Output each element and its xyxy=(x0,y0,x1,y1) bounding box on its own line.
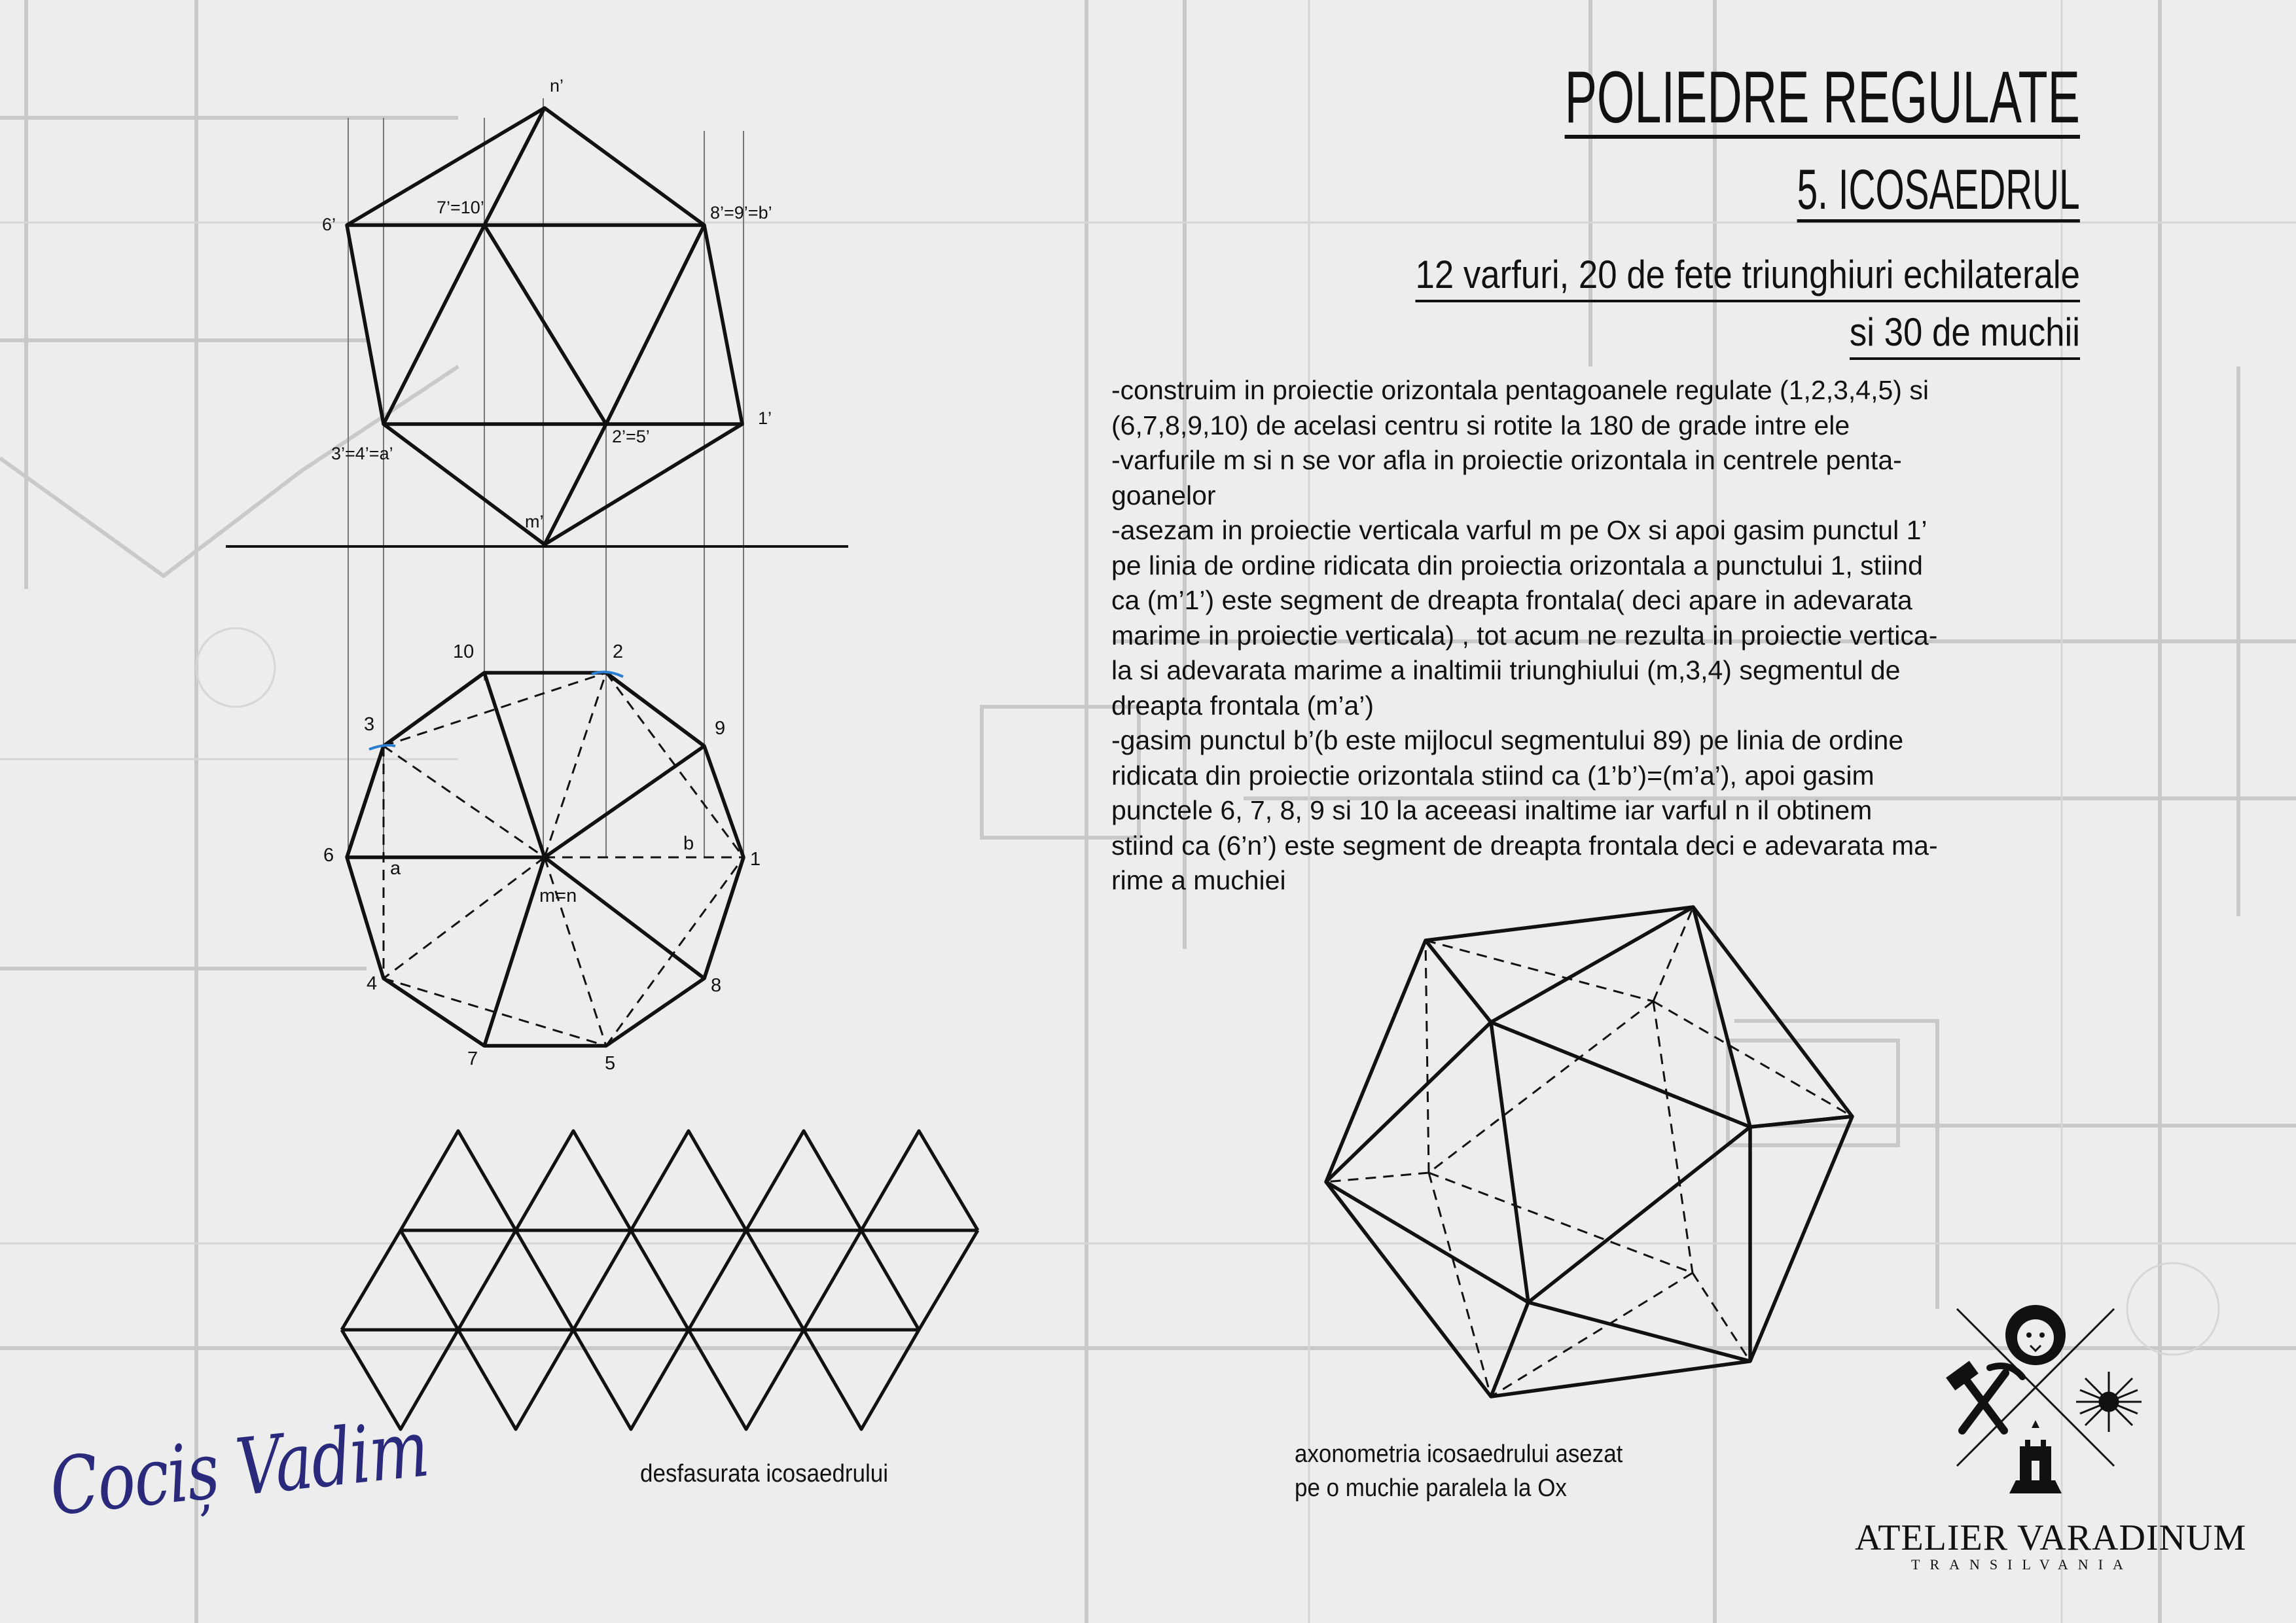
net-caption: desfasurata icosaedrului xyxy=(640,1460,888,1488)
description-line: punctele 6, 7, 8, 9 si 10 la aceeasi inaltime iar varful n il obtinem xyxy=(1111,795,1873,825)
axon-caption xyxy=(1295,1437,1623,1505)
description-line: ridicata din proiectie orizontala stiind ca (1’b’)=(m’a’), apoi gasim xyxy=(1111,760,1874,791)
label-a: a xyxy=(390,858,401,879)
label-8: 8 xyxy=(711,975,722,996)
summary-line: 12 varfuri, 20 de fete triunghiuri echilaterale xyxy=(1415,251,2080,302)
brand-subtitle: TRANSILVANIA xyxy=(1911,1556,2133,1573)
label-6: 6 xyxy=(323,845,334,866)
label-7-10-prime: 7’=10’ xyxy=(437,198,484,217)
icosahedron-net xyxy=(342,1131,978,1429)
top-view xyxy=(323,641,761,1074)
description-line: -gasim punctul b’(b este mijlocul segmentului 89) pe linia de ordine xyxy=(1111,725,1904,755)
label-m-n: m=n xyxy=(539,885,577,906)
atelier-logo xyxy=(1946,1305,2142,1493)
description-line: -varfurile m si n se vor afla in proiectie orizontala in centrele penta- xyxy=(1111,445,1902,475)
label-4: 4 xyxy=(367,973,378,994)
label-10: 10 xyxy=(453,641,475,662)
sunburst-icon xyxy=(2076,1372,2142,1432)
visible-edges xyxy=(347,673,744,1046)
description-line: rime a muchiei xyxy=(1111,865,1286,895)
brand-name: ATELIER VARADINUM xyxy=(1855,1518,2247,1558)
page-title: POLIEDRE REGULATE xyxy=(1564,56,2080,138)
description-line: pe linia de ordine ridicata din proiectia orizontala a punctului 1, stiind xyxy=(1111,550,1923,580)
axon-caption-line: pe o muchie paralela la Ox xyxy=(1295,1474,1567,1502)
description-line: marime in proiectie verticala) , tot acum ne rezulta in proiectie vertica- xyxy=(1111,620,1938,651)
label-2: 2 xyxy=(613,641,624,662)
label-m-prime: m’ xyxy=(525,512,544,531)
label-9: 9 xyxy=(715,718,726,739)
label-6-prime: 6’ xyxy=(322,215,336,234)
front-edges xyxy=(347,108,742,544)
description-line: stiind ca (6’n’) este segment de dreapta frontala deci e adevarata ma- xyxy=(1111,830,1938,861)
label-3: 3 xyxy=(364,714,375,735)
label-1-prime: 1’ xyxy=(758,408,772,428)
label-3-4-a-prime: 3’=4’=a’ xyxy=(331,444,393,463)
label-2-5-prime: 2’=5’ xyxy=(612,427,650,446)
description-line: (6,7,8,9,10) de acelasi centru si rotite la 180 de grade intre ele xyxy=(1111,410,1850,440)
author-signature: Cociș Vadim xyxy=(46,1403,433,1534)
label-b: b xyxy=(683,833,694,854)
description-line: -asezam in proiectie verticala varful m pe Ox si apoi gasim punctul 1’ xyxy=(1111,515,1928,545)
label-1: 1 xyxy=(750,849,761,870)
label-5: 5 xyxy=(605,1053,616,1074)
label-n-prime: n’ xyxy=(550,76,564,96)
axon-caption-line: axonometria icosaedrului asezat xyxy=(1295,1440,1623,1468)
description-line: ca (m’1’) este segment de dreapta frontala( deci apare in adevarata xyxy=(1111,585,1912,615)
axon-hidden-edges xyxy=(1326,907,1852,1397)
page-subtitle: 5. ICOSAEDRUL xyxy=(1797,160,2080,223)
front-view xyxy=(226,76,848,857)
description-line: goanelor xyxy=(1111,480,1216,510)
axon-visible-edges xyxy=(1326,907,1852,1397)
description-line: la si adevarata marime a inaltimii triunghiului (m,3,4) segmentul de xyxy=(1111,655,1901,685)
label-8-9-b-prime: 8’=9’=b’ xyxy=(710,203,772,223)
hammer-pick-icon xyxy=(1946,1361,2022,1431)
label-7: 7 xyxy=(467,1048,478,1069)
axonometric-view xyxy=(1326,907,1852,1397)
summary-line: si 30 de muchii xyxy=(1850,309,2080,360)
description-line: dreapta frontala (m’a’) xyxy=(1111,690,1374,721)
description-line: -construim in proiectie orizontala pentagoanele regulate (1,2,3,4,5) si xyxy=(1111,375,1929,405)
lion-icon xyxy=(2005,1305,2066,1365)
castle-tower-icon xyxy=(2009,1420,2062,1493)
